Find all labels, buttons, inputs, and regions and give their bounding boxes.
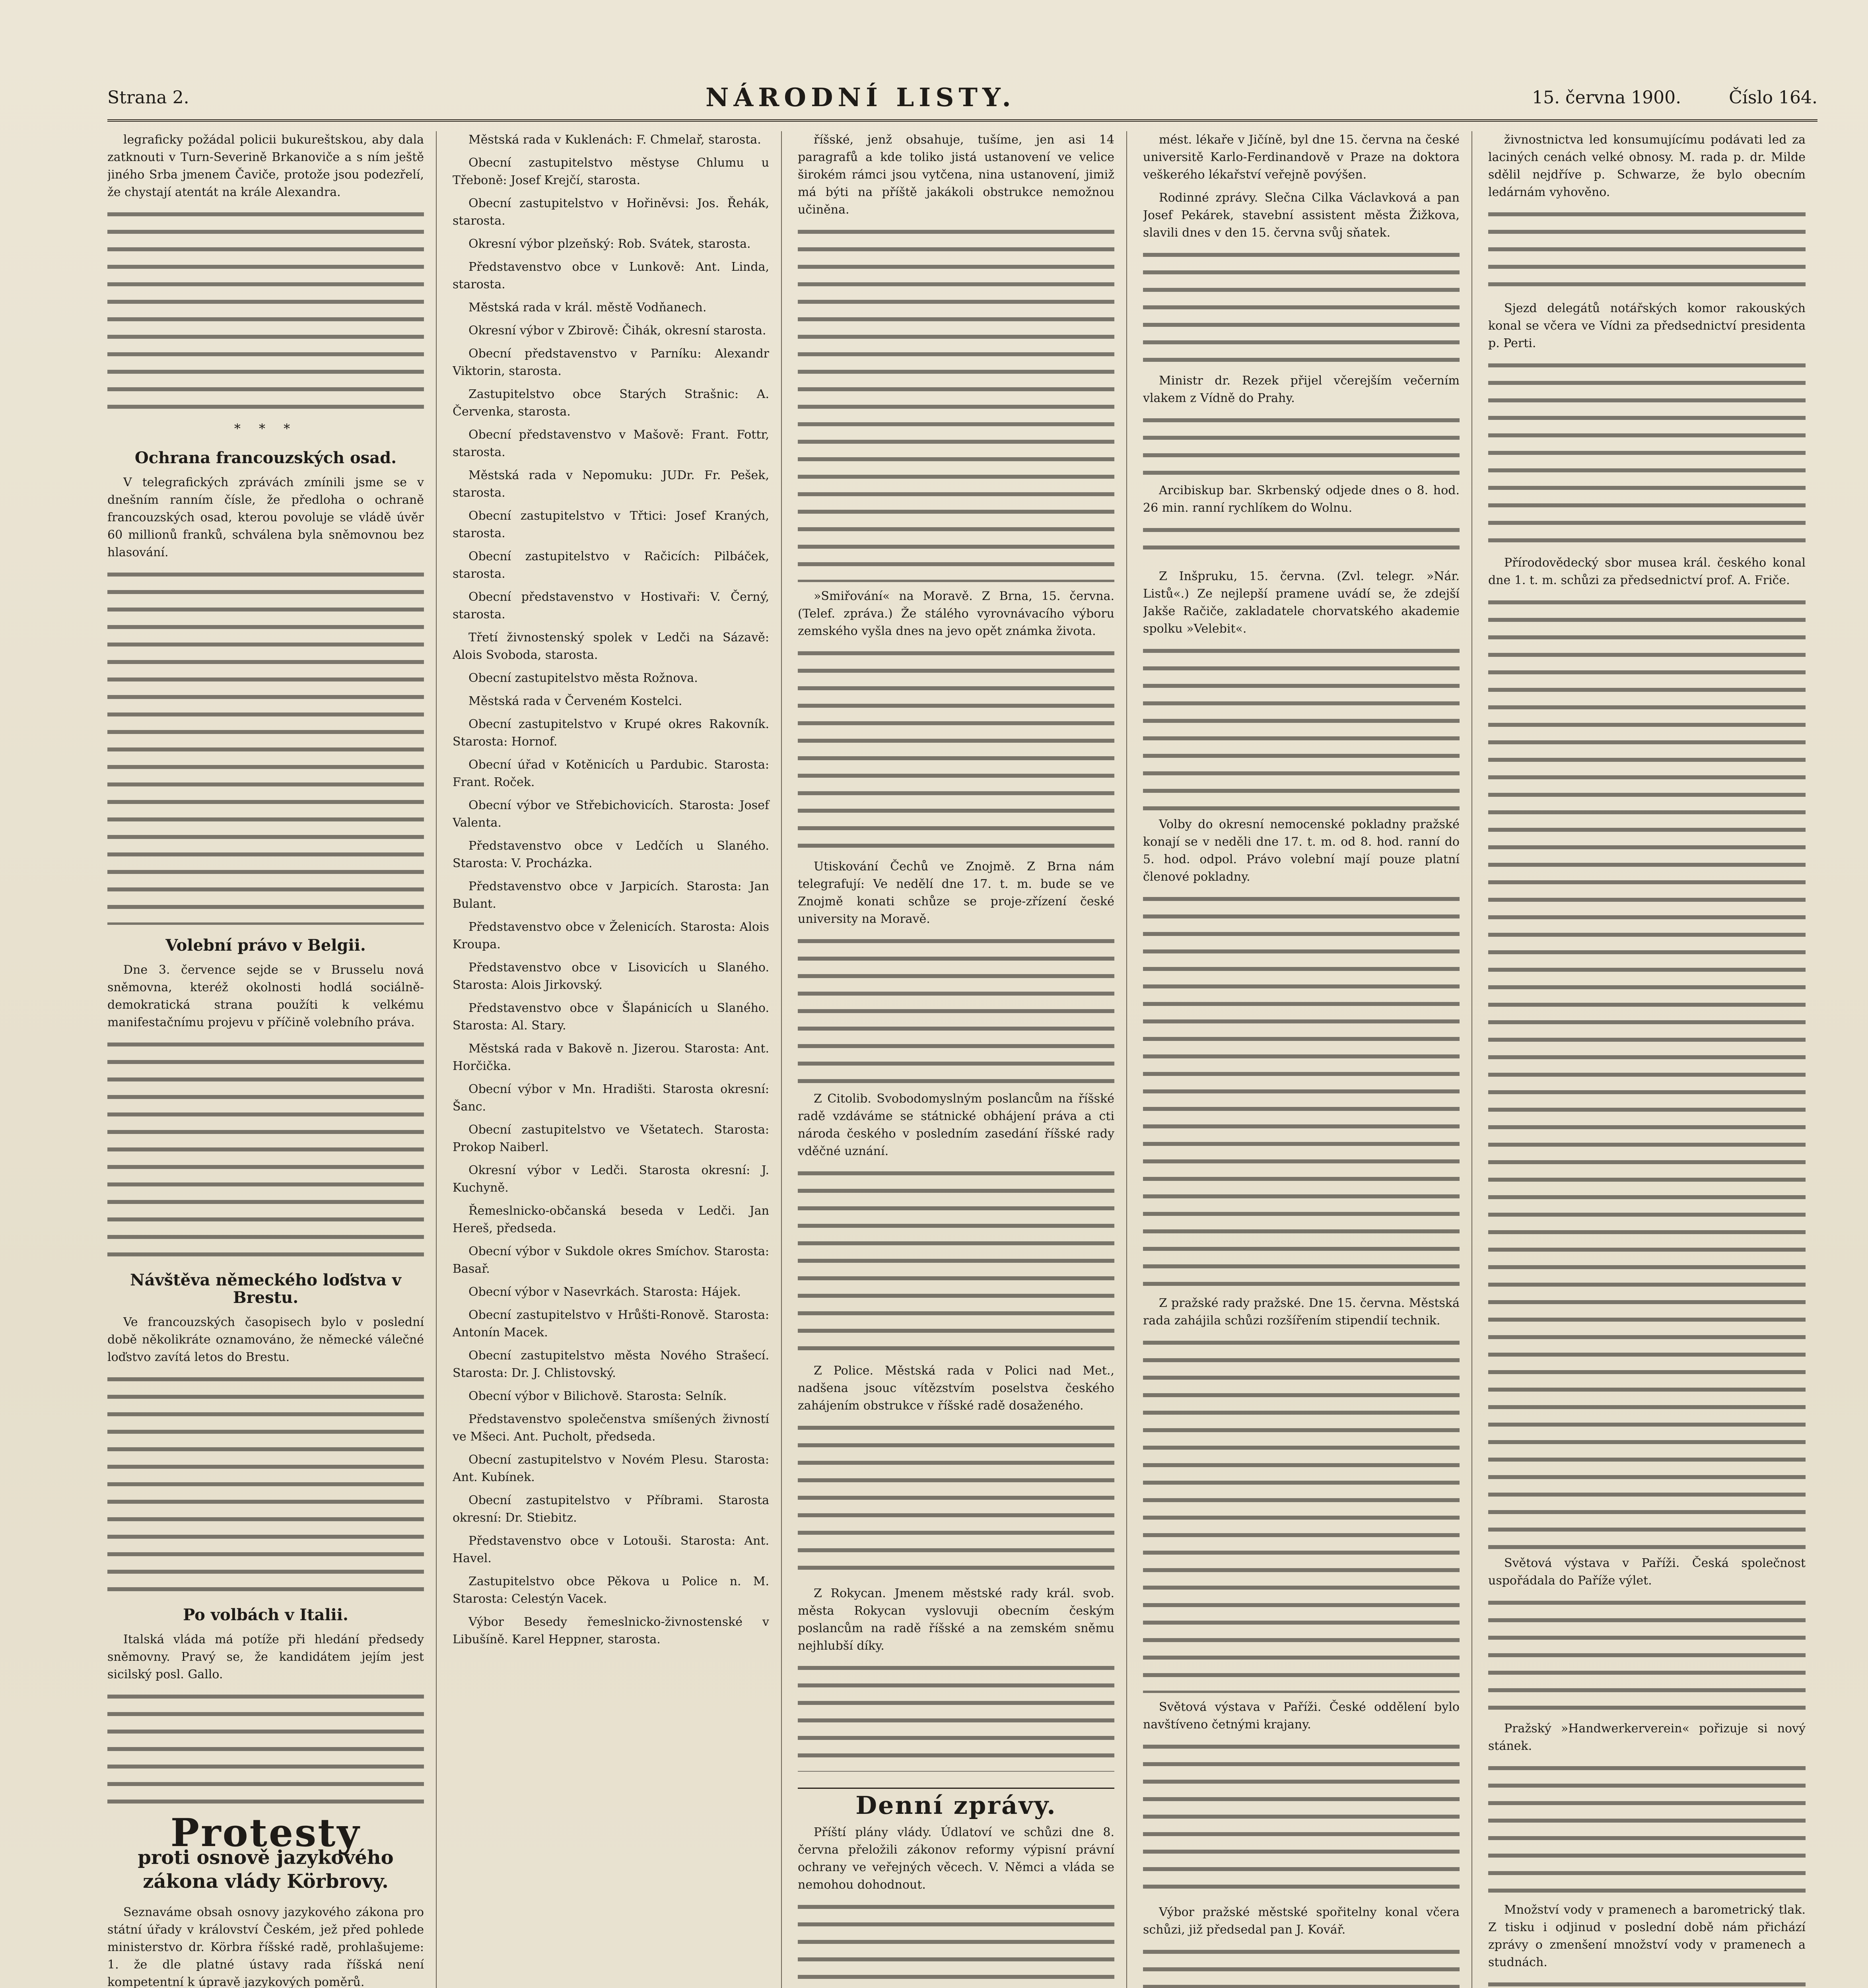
signatory-entry: Obecní představenstvo v Mašově: Frant. Fottr, starosta. — [453, 428, 769, 459]
signatory-entry: Obecní výbor v Sukdole okres Smíchov. Starosta: Basař. — [453, 1244, 769, 1276]
headline-france: Ochrana francouzských osad. — [134, 448, 397, 467]
signatory-entry: Představenstvo společenstva smíšených živností ve Mšeci. Ant. Pucholt, předseda. — [453, 1412, 769, 1444]
article-paragraph: Seznaváme obsah osnovy jazykového zákona pro státní úřady v království Českém, jež před pohlede ministerstvo dr. Körbra říšské radě, prohlašujeme: 1. že dle platné ústavy rada říšská není kompetentní k úpravě jazykových poměrů. — [107, 1905, 424, 1988]
signatory-entry: Obecní zastupitelstvo městyse Chlumu u Třeboně: Josef Krejčí, starosta. — [453, 156, 769, 187]
signatory-entry: Představenstvo obce v Šlapánicích u Slaného. Starosta: Al. Stary. — [453, 1001, 769, 1033]
signatory-entry: Obecní zastupitelstvo ve Všetatech. Starosta: Prokop Naiberl. — [453, 1123, 769, 1154]
signatory-entry: Představenstvo obce v Lotouši. Starosta: Ant. Havel. — [453, 1534, 769, 1565]
signatory-entry: Zastupitelstvo obce Pěkova u Police n. M. Starosta: Celestýn Vacek. — [453, 1574, 769, 1606]
article-paragraph: Světová výstava v Paříži. Česká společnost uspořádala do Paříže výlet. — [1488, 1556, 1806, 1588]
page-label: Strana 2. — [107, 87, 189, 108]
article-paragraph: Dne 3. července sejde se v Brusselu nová sněmovna, kteréž okolnosti hodlá sociálně-demokratická strana použíti k velkému manifestačnímu projevu v příčině volebního práva. — [107, 963, 424, 1029]
signatory-entry: Zastupitelstvo obce Starých Strašnic: A. Červenka, starosta. — [453, 387, 769, 419]
signatory-entry: Obecní výbor v Nasevrkách. Starosta: Hájek. — [468, 1285, 741, 1299]
article-paragraph: Z Inšpruku, 15. června. (Zvl. telegr. »Nár. Listů«.) Ze nejlepší pramene uvádí se, že zdejší Jakše Račiče, zakladatele chorvatského akademie spolku »Velebit«. — [1143, 569, 1460, 636]
signatory-entry: Okresní výbor v Zbirově: Čihák, okresní starosta. — [468, 324, 766, 338]
signatory-entry: Obecní výbor ve Střebichovicích. Starosta: Josef Valenta. — [453, 798, 769, 830]
headline-italy: Po volbách v Italii. — [183, 1606, 348, 1624]
article-paragraph: Utiskování Čechů ve Znojmě. Z Brna nám telegrafují: Ve nedělí dne 17. t. m. bude se ve Znojmě konati schůze se proje-zřízení české university na Moravě. — [798, 860, 1114, 926]
article-paragraph: V telegrafických zprávách zmínili jsme se v dnešním ranním čísle, že předloha o ochraně francouzských osad, kterou povoluje se vládě úvěr 60 millionů franků, schválena byla sněmovnou bez hlasování. — [107, 476, 424, 559]
signatory-entry: Představenstvo obce v Želenicích. Starosta: Alois Kroupa. — [453, 920, 769, 951]
signatory-entry: Obecní úřad v Kotěnicích u Pardubic. Starosta: Frant. Roček. — [453, 758, 769, 789]
signatory-entry: Městská rada v král. městě Vodňanech. — [468, 301, 707, 315]
article-paragraph: Italská vláda má potíže při hledání předsedy sněmovny. Pravý se, že kandidátem jejím jest sicilský posl. Gallo. — [107, 1633, 424, 1681]
article-paragraph: Množství vody v pramenech a barometrický tlak. Z tisku i odjinud v poslední době nám přichází zprávy o zmenšení množství vody v pramenech a studnách. — [1488, 1903, 1806, 1969]
article-paragraph: Ministr dr. Rezek přijel včerejším večerním vlakem z Vídně do Prahy. — [1143, 374, 1460, 405]
headline-protests: Protesty — [170, 1810, 361, 1855]
article-paragraph: živnostnictva led konsumujícímu podávati led za laciných cenách velké obnosy. M. rada p. dr. Milde sdělil nejdříve p. Schwarze, že bylo obecním ledárnám vyhověno. — [1488, 133, 1806, 199]
signatory-entry: Obecní výbor v Mn. Hradišti. Starosta okresní: Šanc. — [453, 1082, 769, 1114]
section-title-daily-news: Denní zprávy. — [798, 1788, 1114, 1814]
headline-belgium: Volební právo v Belgii. — [165, 936, 366, 955]
column-1 — [107, 131, 437, 1988]
signatory-entry: Obecní zastupitelstvo města Rožnova. — [468, 671, 698, 685]
article-paragraph: Pražský »Handwerkerverein« pořizuje si nový stánek. — [1488, 1722, 1806, 1753]
signatory-entry: Městská rada v Bakově n. Jizerou. Starosta: Ant. Horčička. — [453, 1042, 769, 1073]
signatory-entry: Obecní zastupitelstvo v Příbrami. Starosta okresní: Dr. Stiebitz. — [453, 1493, 769, 1525]
signatory-entry: Obecní zastupitelstvo v Hořiněvsi: Jos. Řehák, starosta. — [453, 196, 769, 228]
signatory-entry: Obecní představenstvo v Parníku: Alexandr Viktorin, starosta. — [453, 347, 769, 378]
signatory-entry: Městská rada v Nepomuku: JUDr. Fr. Pešek, starosta. — [453, 468, 769, 500]
article-paragraph: Volby do okresní nemocenské pokladny pražské konají se v neděli dne 17. t. m. od 8. hod. ranní do 5. hod. odpol. Právo volební mají pouze platní členové pokladny. — [1143, 817, 1460, 884]
article-paragraph: Z Citolib. Svobodomyslným poslancům na říšské radě vzdáváme se státnické obhájení práva a cti národa českého v posledním zasedání říšské rady vděčné uznání. — [798, 1092, 1114, 1158]
article-paragraph: Světová výstava v Paříži. České oddělení bylo navštíveno četnými krajany. — [1143, 1700, 1460, 1732]
article-paragraph: Příští plány vlády. Údlatoví ve schůzi dne 8. června přeložili zákonov reformy výpisní právní ochrany ve veřejných věcech. V. Němci a vláda se nemohou dohodnout. — [798, 1825, 1114, 1892]
paper-title: NÁRODNÍ LISTY. — [705, 82, 1016, 113]
article-paragraph: říšské, jenž obsahuje, tušíme, jen asi 14 paragrafů a kde toliko jistá ustanovení ve velice širokém rámci jsou vytčena, nina ustanovení, jimiž má býti na příště jakákoli obstrukce nemožnou učiněna. — [798, 133, 1114, 217]
signatory-entry: Okresní výbor plzeňský: Rob. Svátek, starosta. — [468, 237, 751, 251]
article-paragraph: Přírodovědecký sbor musea král. českého konal dne 1. t. m. schůzi za předsednictví prof. A. Friče. — [1488, 556, 1806, 587]
headline-protests-subtitle: proti osnově jazykového zákona vlády Körbrovy. — [138, 1846, 394, 1893]
signatory-entry: Obecní představenstvo v Hostivaři: V. Černý, starosta. — [453, 590, 769, 621]
column-3 — [798, 131, 1127, 1988]
article-paragraph: Arcibiskup bar. Skrbenský odjede dnes o 8. hod. 26 min. ranní rychlíkem do Wolnu. — [1143, 483, 1460, 515]
headline-fleet: Návštěva německého loďstva v Brestu. — [130, 1271, 401, 1307]
signatory-entry: Výbor Besedy řemeslnicko-živnostenské v Libušíně. Karel Heppner, starosta. — [453, 1615, 769, 1646]
signatory-entry: Představenstvo obce v Lunkově: Ant. Linda, starosta. — [453, 260, 769, 291]
signatory-entry: Řemeslnicko-občanská beseda v Ledči. Jan Hereš, předseda. — [453, 1204, 769, 1235]
signatory-entry: Okresní výbor v Ledči. Starosta okresní: J. Kuchyně. — [453, 1163, 769, 1195]
article-paragraph: Z pražské rady pražské. Dne 15. června. Městská rada zahájila schůzi rozšířením stipendií technik. — [1143, 1296, 1460, 1328]
signatory-entry: Obecní zastupitelstvo v Třtici: Josef Kraných, starosta. — [453, 509, 769, 540]
signatory-entry: Obecní výbor v Bilichově. Starosta: Selník. — [468, 1389, 727, 1403]
article-paragraph: Ve francouzských časopisech bylo v poslední době několikráte oznamováno, že německé válečné loďstvo zavítá letos do Brestu. — [107, 1315, 424, 1364]
article-paragraph: legraficky požádal policii bukureštskou, aby dala zatknouti v Turn-Severině Brkanoviče a s ním ještě jiného Srba jmenem Čaviče, protože jsou podezřelí, že chystají atentát na krále Alexandra. — [107, 133, 424, 199]
masthead — [107, 76, 1817, 122]
article-paragraph: Výbor pražské městské spořitelny konal včera schůzi, již předsedal pan J. Kovář. — [1143, 1905, 1460, 1937]
protest-signatories-list — [453, 131, 769, 1648]
signatory-entry: Představenstvo obce v Ledčích u Slaného. Starosta: V. Procházka. — [453, 839, 769, 870]
signatory-entry: Obecní zastupitelstvo města Nového Strašecí. Starosta: Dr. J. Chlistovský. — [453, 1349, 769, 1380]
column-5 — [1488, 131, 1817, 1988]
signatory-entry: Městská rada v Červeném Kostelci. — [468, 694, 682, 708]
issue-date: 15. června 1900. — [1532, 87, 1681, 108]
column-4 — [1143, 131, 1472, 1988]
section-separator: * * * — [234, 421, 297, 436]
signatory-entry: Obecní zastupitelstvo v Novém Plesu. Starosta: Ant. Kubínek. — [453, 1453, 769, 1484]
article-paragraph: »Smiřování« na Moravě. Z Brna, 15. června. (Telef. zpráva.) Že stálého vyrovnávacího výboru zemského vyšla dnes na jevo opět známka života. — [798, 589, 1114, 638]
signatory-entry: Třetí živnostenský spolek v Ledči na Sázavě: Alois Svoboda, starosta. — [453, 631, 769, 662]
article-paragraph: Sjezd delegátů notářských komor rakouských konal se včera ve Vídni za předsednictví presidenta p. Perti. — [1488, 301, 1806, 350]
signatory-entry: Obecní zastupitelstvo v Račicích: Pilbáček, starosta. — [453, 549, 769, 581]
article-columns — [107, 131, 1817, 1988]
signatory-entry: Obecní zastupitelstvo v Hrůšti-Ronově. Starosta: Antonín Macek. — [453, 1308, 769, 1340]
article-paragraph: Z Rokycan. Jmenem městské rady král. svob. města Rokycan vyslovuji obecním českým poslancům na radě říšské a na zemském sněmu nejhlubší díky. — [798, 1586, 1114, 1653]
signatory-entry: Představenstvo obce v Jarpicích. Starosta: Jan Bulant. — [453, 879, 769, 911]
signatory-entry: Obecní zastupitelstvo v Krupé okres Rakovník. Starosta: Hornof. — [453, 717, 769, 749]
signatory-entry: Představenstvo obce v Lisovicích u Slaného. Starosta: Alois Jirkovský. — [453, 961, 769, 992]
article-paragraph: Rodinné zprávy. Slečna Cilka Václavková a pan Josef Pekárek, stavební assistent města Žižkova, slavili dnes v den 15. června svůj sňatek. — [1143, 191, 1460, 240]
signatory-entry: Městská rada v Kuklenách: F. Chmelař, starosta. — [468, 133, 761, 147]
article-paragraph: Z Police. Městská rada v Polici nad Met., nadšena jsouc vítězstvím poselstva českého zahájením obstrukce v říšské radě dosaženého. — [798, 1364, 1114, 1413]
column-2 — [453, 131, 782, 1988]
issue-number: Číslo 164. — [1729, 87, 1817, 108]
article-paragraph: mést. lékaře v Jičíně, byl dne 15. června na české universitě Karlo-Ferdinandově v Praze na doktora veškerého lékařství veřejně povýšen. — [1143, 133, 1460, 182]
